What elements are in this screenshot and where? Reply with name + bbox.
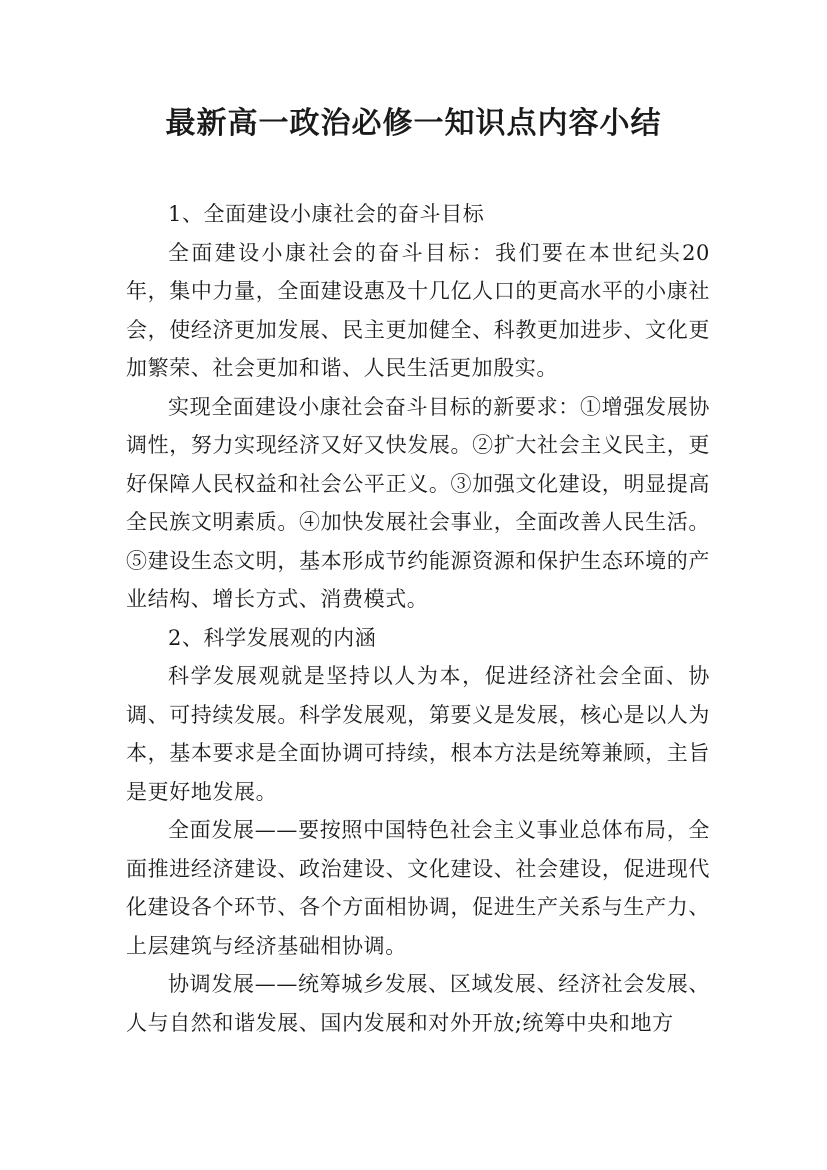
document-body (126, 195, 710, 1042)
paragraph-requirements: 实现全面建设小康社会奋斗目标的新要求：①增强发展协调性，努力实现经济又好又快发展。②扩大社会主义民主，更好保障人民权益和社会公平正义。③加强文化建设，明显提高全民族文明素质。④加快发展社会事业，全面改善人民生活。⑤建设生态文明，基本形成节约能源资源和保护生态环境的产业结构、增长方式、消费模式。 (126, 394, 710, 611)
paragraph-coordinated-development: 协调发展——统筹城乡发展、区域发展、经济社会发展、人与自然和谐发展、国内发展和对外开放;统筹中央和地方 (126, 972, 710, 1035)
paragraph-scientific-outlook: 科学发展观就是坚持以人为本，促进经济社会全面、协调、可持续发展。科学发展观，第要义是发展，核心是以人为本，基本要求是全面协调可持续，根本方法是统筹兼顾，主旨是更好地发展。 (126, 664, 710, 804)
document-title: 最新高一政治必修一知识点内容小结 (165, 106, 662, 141)
paragraph-goal: 全面建设小康社会的奋斗目标：我们要在本世纪头20年，集中力量，全面建设惠及十几亿人口的更高水平的小康社会，使经济更加发展、民主更加健全、科教更加进步、文化更加繁荣、社会更加和谐、人民生活更加殷实。 (126, 240, 710, 380)
section-heading-2: 2、科学发展观的内涵 (168, 625, 377, 650)
paragraph-comprehensive-development: 全面发展——要按照中国特色社会主义事业总体布局，全面推进经济建设、政治建设、文化建设、社会建设，促进现代化建设各个环节、各个方面相协调，促进生产关系与生产力、上层建筑与经济基础相协调。 (126, 818, 710, 958)
section-heading-1: 1、全面建设小康社会的奋斗目标 (168, 202, 485, 226)
